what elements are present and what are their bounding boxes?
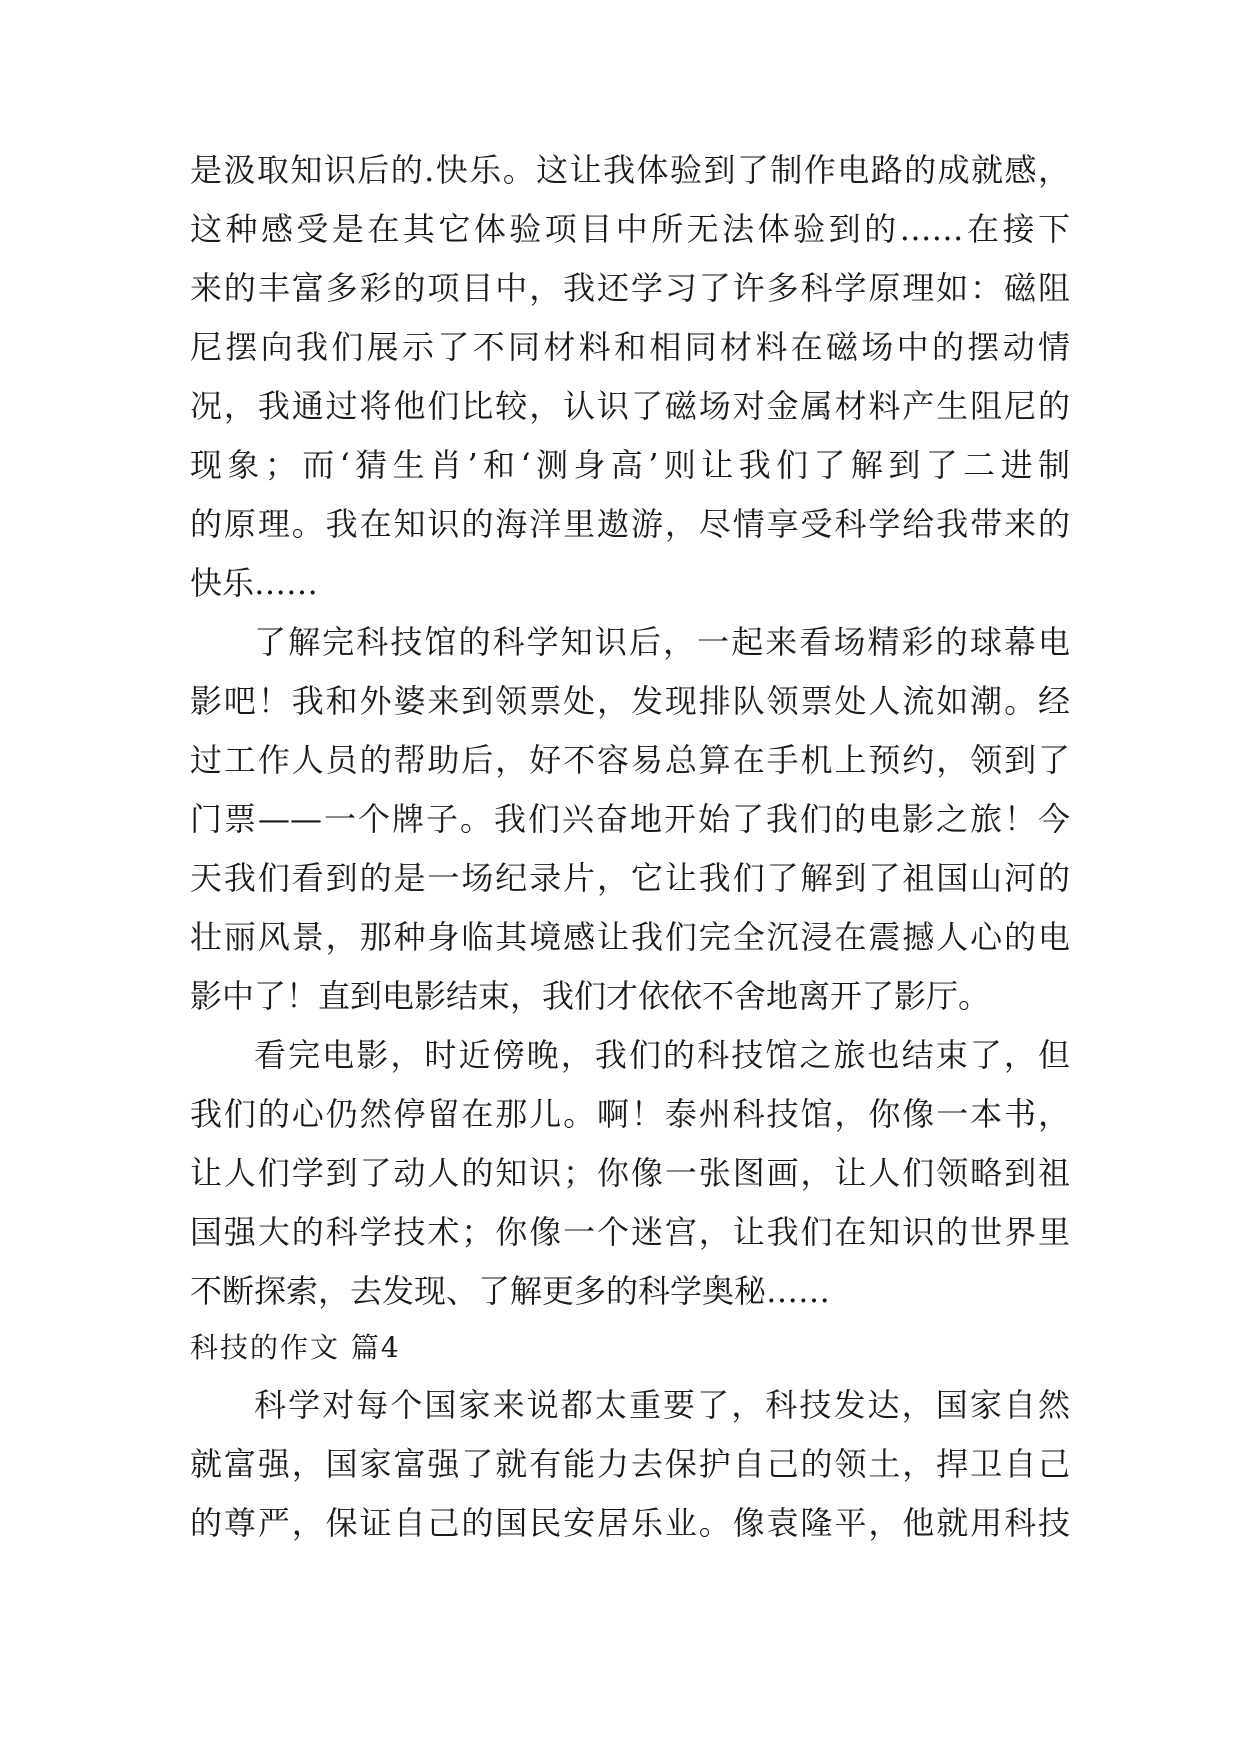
text-line: 看完电影，时近傍晚，我们的科技馆之旅也结束了，但 (254, 1036, 1070, 1074)
text-line: 现象；而‘猜生肖’和‘测身高’则让我们了解到了二进制 (190, 446, 1070, 484)
text-line: 国强大的科学技术；你像一个迷宫，让我们在知识的世界里 (190, 1213, 1070, 1251)
text-line: 不断探索，去发现、了解更多的科学奥秘…… (190, 1272, 831, 1310)
text-line: 快乐…… (190, 564, 319, 602)
text-line: 门票——一个牌子。我们兴奋地开始了我们的电影之旅！今 (190, 800, 1070, 838)
text-line: 来的丰富多彩的项目中，我还学习了许多科学原理如：磁阻 (190, 269, 1070, 307)
text-line: 就富强，国家富强了就有能力去保护自己的领土，捍卫自己 (190, 1445, 1070, 1483)
text-line: 的尊严，保证自己的国民安居乐业。像袁隆平，他就用科技 (190, 1504, 1070, 1542)
text-line: 让人们学到了动人的知识；你像一张图画，让人们领略到祖 (190, 1154, 1070, 1192)
text-line: 的原理。我在知识的海洋里遨游，尽情享受科学给我带来的 (190, 505, 1070, 543)
text-line: 天我们看到的是一场纪录片，它让我们了解到了祖国山河的 (190, 859, 1070, 897)
text-line: 尼摆向我们展示了不同材料和相同材料在磁场中的摆动情 (190, 328, 1070, 366)
text-line: 了解完科技馆的科学知识后，一起来看场精彩的球幕电 (254, 623, 1070, 661)
text-line: 影中了！直到电影结束，我们才依依不舍地离开了影厅。 (190, 977, 991, 1015)
text-line: 影吧！我和外婆来到领票处，发现排队领票处人流如潮。经 (190, 682, 1070, 720)
text-line: 科学对每个国家来说都太重要了，科技发达，国家自然 (254, 1386, 1070, 1424)
text-line: 我们的心仍然停留在那儿。啊！泰州科技馆，你像一本书， (190, 1095, 1070, 1133)
text-line: 况，我通过将他们比较，认识了磁场对金属材料产生阻尼的 (190, 387, 1070, 425)
text-line: 是汲取知识后的.快乐。这让我体验到了制作电路的成就感， (190, 151, 1070, 189)
section-heading: 科技的作文 篇4 (190, 1331, 401, 1364)
text-line: 过工作人员的帮助后，好不容易总算在手机上预约，领到了 (190, 741, 1070, 779)
text-line: 这种感受是在其它体验项目中所无法体验到的……在接下 (190, 210, 1070, 248)
text-line: 壮丽风景，那种身临其境感让我们完全沉浸在震撼人心的电 (190, 918, 1070, 956)
